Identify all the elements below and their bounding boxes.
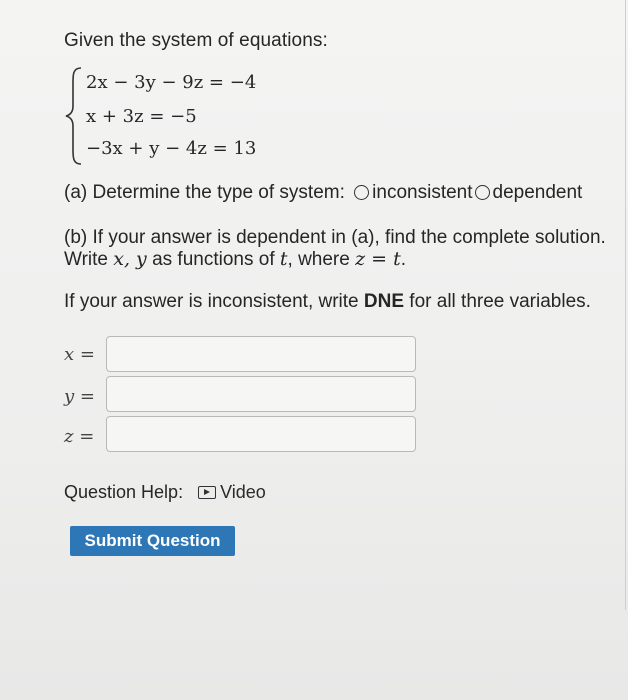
- part-a: [64, 182, 582, 204]
- radio-dependent[interactable]: [475, 185, 490, 200]
- question-help-label: Question Help:: [64, 482, 184, 502]
- y-var: y: [64, 386, 75, 407]
- video-label[interactable]: Video: [220, 482, 266, 502]
- part-b-z-eq: z = t: [355, 248, 401, 270]
- video-help-link[interactable]: [198, 482, 266, 502]
- play-icon: [198, 486, 216, 499]
- inconsistent-note: [64, 291, 591, 313]
- note-text: for all three variables.: [404, 291, 591, 312]
- equals-sign: =: [79, 426, 95, 447]
- y-label: [64, 386, 104, 407]
- part-b-line-2: [64, 248, 406, 271]
- part-b-line-1: (b) If your answer is dependent in (a), find the complete solution.: [64, 227, 606, 248]
- part-b-text: .: [400, 249, 407, 270]
- z-answer-input[interactable]: [106, 416, 416, 452]
- equals-sign: =: [79, 344, 95, 365]
- note-dne: DNE: [363, 291, 405, 312]
- option-inconsistent-label[interactable]: inconsistent: [372, 182, 473, 203]
- part-b-text: Write: [64, 249, 114, 270]
- z-var: z: [64, 426, 74, 447]
- equation-3: −3x + y − 4z = 13: [86, 138, 257, 159]
- option-dependent-label[interactable]: dependent: [492, 182, 583, 203]
- equals-sign: =: [79, 386, 95, 407]
- part-a-text: (a) Determine the type of system:: [64, 182, 345, 203]
- part-b-text: , where: [287, 249, 356, 270]
- z-label: [64, 426, 104, 447]
- left-brace: [64, 66, 84, 166]
- question-prompt: Given the system of equations:: [64, 30, 328, 51]
- part-b-text: as functions of: [146, 249, 280, 270]
- x-var: x: [64, 344, 75, 365]
- y-answer-input[interactable]: [106, 376, 416, 412]
- submit-question-button[interactable]: Submit Question: [70, 526, 235, 556]
- note-text: If your answer is inconsistent, write: [64, 291, 364, 312]
- radio-inconsistent[interactable]: [354, 185, 369, 200]
- equation-1: 2x − 3y − 9z = −4: [86, 72, 257, 93]
- equation-2: x + 3z = −5: [86, 106, 197, 127]
- equation-system: [64, 64, 364, 164]
- part-b-t: t: [279, 248, 288, 270]
- x-label: [64, 344, 104, 365]
- panel-divider: [625, 0, 626, 610]
- question-help: [64, 482, 266, 503]
- part-b-vars: x, y: [113, 248, 147, 270]
- x-answer-input[interactable]: [106, 336, 416, 372]
